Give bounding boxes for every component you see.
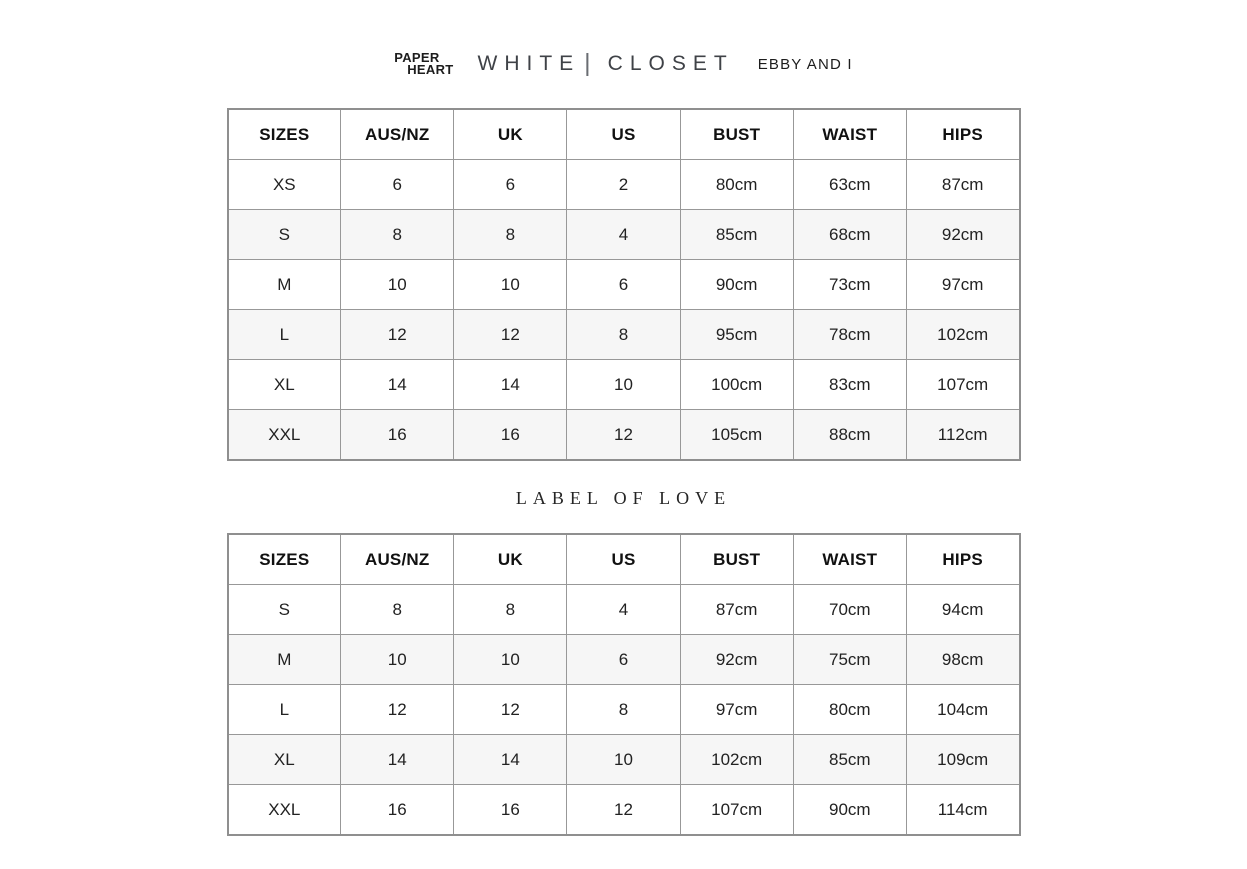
column-header: AUS/NZ [341,534,454,585]
measurement-cell: 14 [341,360,454,410]
size-label-cell: XL [228,360,341,410]
measurement-cell: 10 [567,360,680,410]
measurement-cell: 75cm [793,635,906,685]
column-header: SIZES [228,534,341,585]
paper-heart-logo [394,49,454,77]
column-header: BUST [680,534,793,585]
size-label-cell: S [228,210,341,260]
measurement-cell: 114cm [906,785,1019,836]
measurement-cell: 10 [567,735,680,785]
size-label-cell: M [228,260,341,310]
measurement-cell: 12 [341,685,454,735]
table-row [228,735,1020,785]
size-label-cell: XXL [228,785,341,836]
measurement-cell: 16 [341,410,454,461]
table-row [228,160,1020,210]
measurement-cell: 6 [341,160,454,210]
column-header: HIPS [906,109,1019,160]
column-header: HIPS [906,534,1019,585]
measurement-cell: 6 [567,635,680,685]
measurement-cell: 8 [567,685,680,735]
measurement-cell: 94cm [906,585,1019,635]
table-row [228,210,1020,260]
table-row [228,785,1020,836]
measurement-cell: 8 [454,210,567,260]
measurement-cell: 16 [454,410,567,461]
table-row [228,310,1020,360]
paper-heart-logo-line2: HEART [407,62,454,77]
measurement-cell: 90cm [793,785,906,836]
brand-logo-row [0,44,1247,84]
measurement-cell: 109cm [906,735,1019,785]
measurement-cell: 107cm [680,785,793,836]
table-row [228,585,1020,635]
measurement-cell: 102cm [906,310,1019,360]
measurement-cell: 88cm [793,410,906,461]
column-header: BUST [680,109,793,160]
measurement-cell: 112cm [906,410,1019,461]
measurement-cell: 97cm [680,685,793,735]
measurement-cell: 95cm [680,310,793,360]
paper-heart-logo-line1: PAPER [394,49,440,65]
label-of-love-title: LABEL OF LOVE [515,488,732,508]
measurement-cell: 16 [454,785,567,836]
measurement-cell: 10 [341,635,454,685]
white-closet-logo [478,50,734,79]
measurement-cell: 10 [454,260,567,310]
measurement-cell: 70cm [793,585,906,635]
measurement-cell: 12 [341,310,454,360]
measurement-cell: 105cm [680,410,793,461]
measurement-cell: 100cm [680,360,793,410]
measurement-cell: 97cm [906,260,1019,310]
measurement-cell: 14 [454,735,567,785]
ebby-and-i-logo: EBBY AND I [757,55,853,73]
size-label-cell: M [228,635,341,685]
table-row [228,635,1020,685]
measurement-cell: 85cm [793,735,906,785]
measurement-cell: 2 [567,160,680,210]
measurement-cell: 4 [567,210,680,260]
size-chart-section-label-of-love [227,533,1021,836]
measurement-cell: 85cm [680,210,793,260]
measurement-cell: 80cm [793,685,906,735]
measurement-cell: 12 [567,785,680,836]
size-chart-table-label-of-love [227,533,1021,836]
measurement-cell: 80cm [680,160,793,210]
measurement-cell: 107cm [906,360,1019,410]
measurement-cell: 90cm [680,260,793,310]
column-header: UK [454,109,567,160]
size-chart-table-paper-heart [227,108,1021,461]
measurement-cell: 83cm [793,360,906,410]
white-closet-logo-word2: CLOSET [607,52,734,75]
column-header: US [567,109,680,160]
measurement-cell: 12 [454,685,567,735]
measurement-cell: 6 [454,160,567,210]
measurement-cell: 12 [454,310,567,360]
table-row [228,360,1020,410]
measurement-cell: 78cm [793,310,906,360]
size-label-cell: XXL [228,410,341,461]
measurement-cell: 16 [341,785,454,836]
measurement-cell: 14 [454,360,567,410]
column-header: SIZES [228,109,341,160]
size-label-cell: L [228,310,341,360]
size-label-cell: XL [228,735,341,785]
measurement-cell: 63cm [793,160,906,210]
measurement-cell: 92cm [906,210,1019,260]
white-closet-logo-word1: WHITE [477,52,581,75]
size-label-cell: S [228,585,341,635]
measurement-cell: 8 [567,310,680,360]
size-label-cell: XS [228,160,341,210]
measurement-cell: 87cm [680,585,793,635]
column-header: UK [454,534,567,585]
measurement-cell: 102cm [680,735,793,785]
measurement-cell: 68cm [793,210,906,260]
measurement-cell: 10 [454,635,567,685]
table-row [228,685,1020,735]
measurement-cell: 92cm [680,635,793,685]
size-label-cell: L [228,685,341,735]
column-header: WAIST [793,109,906,160]
measurement-cell: 104cm [906,685,1019,735]
size-chart-header-row [228,109,1020,160]
size-chart-header-row [228,534,1020,585]
size-chart-section-paper-heart [227,108,1021,461]
measurement-cell: 10 [341,260,454,310]
column-header: WAIST [793,534,906,585]
measurement-cell: 98cm [906,635,1019,685]
measurement-cell: 12 [567,410,680,461]
column-header: AUS/NZ [341,109,454,160]
table-row [228,260,1020,310]
measurement-cell: 4 [567,585,680,635]
white-closet-logo-divider: | [584,48,598,77]
measurement-cell: 8 [341,210,454,260]
measurement-cell: 8 [341,585,454,635]
measurement-cell: 87cm [906,160,1019,210]
column-header: US [567,534,680,585]
measurement-cell: 73cm [793,260,906,310]
table-row [228,410,1020,461]
measurement-cell: 6 [567,260,680,310]
measurement-cell: 14 [341,735,454,785]
measurement-cell: 8 [454,585,567,635]
